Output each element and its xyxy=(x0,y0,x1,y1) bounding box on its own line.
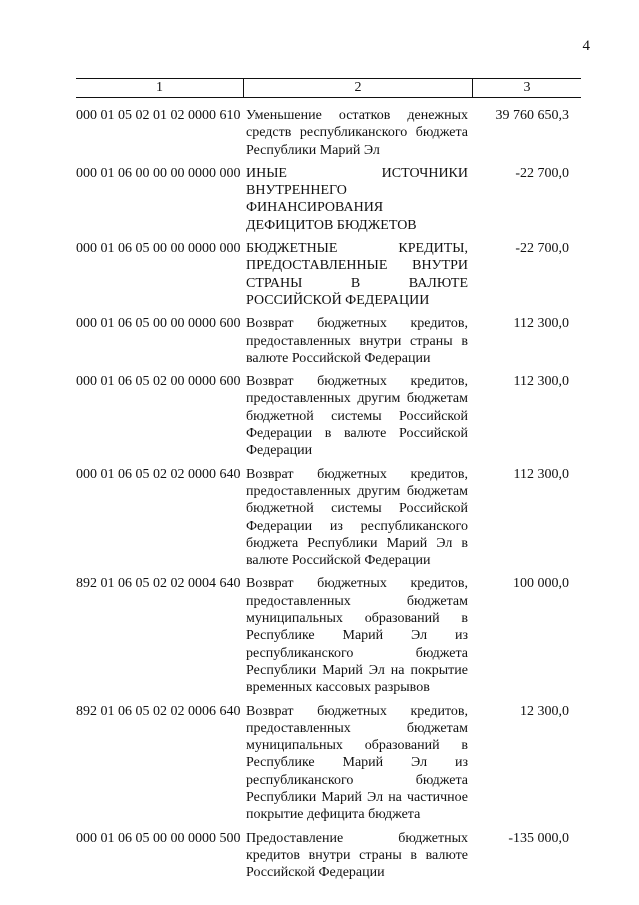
table-row xyxy=(76,466,581,570)
column-header-3: 3 xyxy=(523,80,531,95)
row-code: 000 01 06 05 02 02 0000 640 xyxy=(76,466,241,482)
page-number: 4 xyxy=(582,38,590,54)
row-code: 000 01 06 05 00 00 0000 600 xyxy=(76,316,241,332)
row-amount: -22 700,0 xyxy=(515,241,569,257)
table-row xyxy=(76,703,581,824)
table-header xyxy=(76,78,581,98)
row-code: 892 01 06 05 02 02 0006 640 xyxy=(76,703,241,719)
row-description: Возврат бюджетных кредитов, предоставленных другим бюджетам бюджетной системы Российской Федерации в валюте Российской Федерации xyxy=(246,374,468,459)
row-description: Возврат бюджетных кредитов, предоставленных внутри страны в валюте Российской Федерации xyxy=(246,316,468,366)
row-description: Уменьшение остатков денежных средств республиканского бюджета Республики Марий Эл xyxy=(246,108,468,158)
column-header-2: 2 xyxy=(244,79,473,97)
row-code: 000 01 05 02 01 02 0000 610 xyxy=(76,108,241,123)
row-code: 000 01 06 05 00 00 0000 000 xyxy=(76,241,241,257)
row-code: 000 01 06 05 00 00 0000 500 xyxy=(76,830,241,846)
row-code: 000 01 06 00 00 00 0000 000 xyxy=(76,165,241,181)
table-row xyxy=(76,373,581,459)
column-header-1: 1 xyxy=(76,79,244,97)
row-amount: 112 300,0 xyxy=(513,374,569,390)
row-code: 892 01 06 05 02 02 0004 640 xyxy=(76,576,241,592)
row-code: 000 01 06 05 02 00 0000 600 xyxy=(76,374,241,390)
row-amount: -135 000,0 xyxy=(508,830,569,846)
row-description: Возврат бюджетных кредитов, предоставленных бюджетам муниципальных образований в Республике Марий Эл из республиканского бюджета Республики Марий Эл на частичное покрытие дефицита бюджета xyxy=(246,703,468,823)
table-row xyxy=(76,315,581,367)
table-row xyxy=(76,575,581,696)
table-body xyxy=(76,107,581,887)
row-description: Возврат бюджетных кредитов, предоставленных другим бюджетам бюджетной системы Российской Федерации из республиканского бюджета Республики Марий Эл в валюте Российской Федерации xyxy=(246,466,468,569)
row-amount: -22 700,0 xyxy=(515,165,569,181)
table-row xyxy=(76,830,581,882)
row-amount: 39 760 650,3 xyxy=(495,108,569,123)
row-amount: 100 000,0 xyxy=(513,576,569,592)
row-amount: 112 300,0 xyxy=(513,466,569,482)
row-description: Возврат бюджетных кредитов, предоставленных бюджетам муниципальных образований в Республике Марий Эл из республиканского бюджета Республики Марий Эл на покрытие временных кассовых разрывов xyxy=(246,576,468,696)
table-row xyxy=(76,107,581,159)
table-row xyxy=(76,165,581,234)
table-row xyxy=(76,240,581,309)
row-amount: 112 300,0 xyxy=(513,316,569,332)
row-amount: 12 300,0 xyxy=(520,703,569,719)
row-description: ИНЫЕ ИСТОЧНИКИ ВНУТРЕННЕГО ФИНАНСИРОВАНИЯ ДЕФИЦИТОВ БЮДЖЕТОВ xyxy=(246,165,468,233)
row-description: БЮДЖЕТНЫЕ КРЕДИТЫ, ПРЕДОСТАВЛЕННЫЕ ВНУТРИ СТРАНЫ В ВАЛЮТЕ РОССИЙСКОЙ ФЕДЕРАЦИИ xyxy=(246,241,468,308)
row-description: Предоставление бюджетных кредитов внутри страны в валюте Российской Федерации xyxy=(246,830,468,881)
